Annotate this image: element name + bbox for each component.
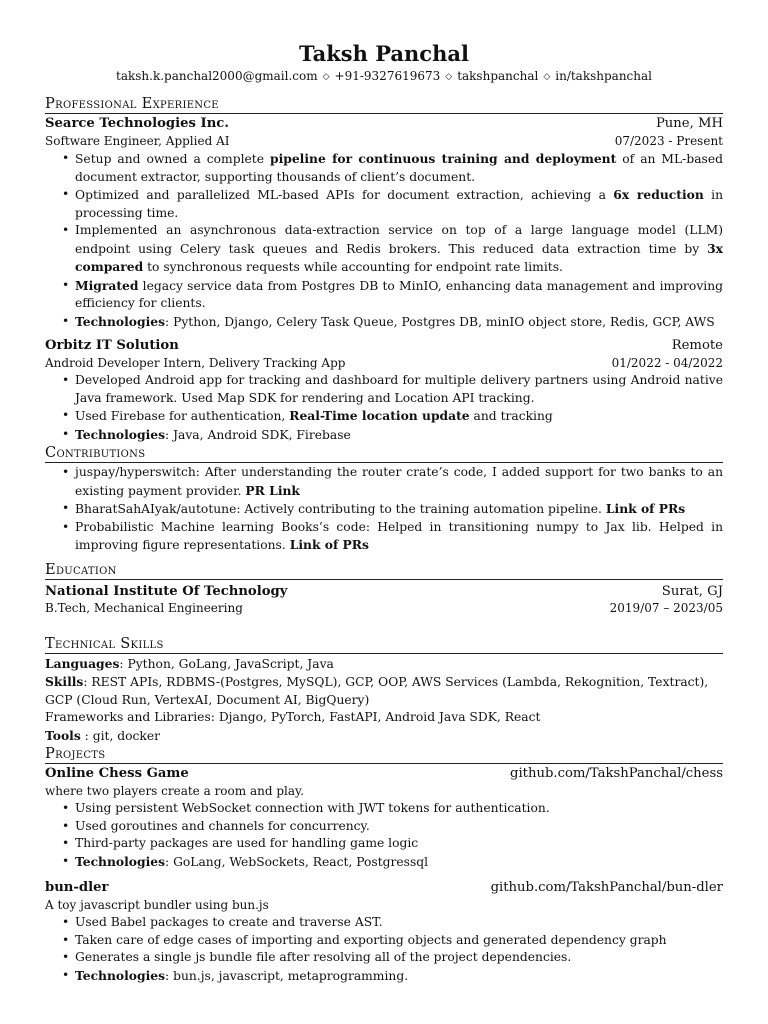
bullet-item [75, 464, 723, 500]
text-segment: Generates a single js bundle file after resolving all of the project dependencies. [75, 950, 572, 964]
text-segment: : Python, Django, Celery Task Queue, Postgres DB, minIO object store, Redis, GCP, AWS [165, 314, 715, 329]
github-link[interactable]: takshpanchal [457, 69, 539, 83]
bullet-list [45, 150, 723, 331]
bold-text: Languages [45, 655, 120, 671]
text-segment: BharatSahAIyak/autotune: Actively contributing to the training automation pipeline. [75, 502, 606, 516]
section-title-projects: Projects [45, 745, 723, 764]
bold-text: Tools [45, 727, 81, 743]
school-location: Surat, GJ [661, 583, 723, 599]
bullet-item [75, 818, 723, 836]
text-segment: legacy service data from Postgres DB to MinIO, enhancing data management and improving efficiency for clients. [75, 278, 723, 310]
skill-line [45, 727, 723, 746]
experience-entry [45, 337, 723, 444]
bullet-item [75, 914, 723, 932]
text-segment: : bun.js, javascript, metaprogramming. [165, 968, 409, 983]
project-name: bun-dler [45, 880, 109, 895]
project-entry [45, 765, 723, 871]
bullet-item [75, 500, 723, 519]
skill-line [45, 673, 723, 709]
projects-section [45, 745, 723, 985]
text-segment: : GoLang, WebSockets, React, Postgressql [165, 854, 429, 869]
diamond-separator-icon: ◇ [322, 72, 330, 82]
phone-link[interactable]: +91-9327619673 [334, 69, 441, 83]
bullet-item [75, 800, 723, 818]
skill-line [45, 709, 723, 727]
bullet-item [75, 277, 723, 313]
skills-lines [45, 655, 723, 746]
bullet-item [75, 835, 723, 853]
education-section [45, 561, 723, 618]
skill-line [45, 655, 723, 674]
linkedin-link[interactable]: in/takshpanchal [555, 69, 652, 83]
project-link[interactable]: github.com/TakshPanchal/bun-dler [490, 880, 723, 895]
project-name: Online Chess Game [45, 766, 189, 781]
bold-text: Migrated [75, 277, 139, 293]
section-title-skills: Technical Skills [45, 635, 723, 654]
org-name: Orbitz IT Solution [45, 338, 179, 353]
text-segment: : Java, Android SDK, Firebase [165, 427, 351, 442]
education-dates: 2019/07 – 2023/05 [609, 601, 723, 615]
bullet-item [75, 186, 723, 222]
resume-page [45, 40, 723, 985]
bold-text: Link of PRs [289, 537, 369, 552]
bold-text: Skills [45, 674, 84, 689]
bullet-item [75, 426, 723, 445]
role-dates: 07/2023 - Present [614, 133, 723, 148]
project-description: A toy javascript bundler using bun.js [45, 897, 269, 912]
bold-text: Link of PRs [605, 501, 686, 516]
text-segment: : git, docker [80, 728, 161, 743]
text-segment: and tracking [469, 409, 553, 423]
bullet-list [45, 464, 723, 555]
bullet-item [75, 407, 723, 426]
text-segment: of an ML-based document extractor, supporting thousands of client’s document. [75, 152, 723, 184]
bold-text: Technologies [75, 853, 166, 869]
diamond-separator-icon: ◇ [445, 72, 453, 82]
text-segment: Setup and owned a complete [75, 152, 270, 166]
bullet-list [45, 372, 723, 444]
text-segment: Using persistent WebSocket connection with JWT tokens for authentication. [75, 801, 550, 815]
degree: B.Tech, Mechanical Engineering [45, 601, 243, 615]
bullet-item [75, 372, 723, 407]
bullet-item [75, 967, 723, 986]
bold-text: PR Link [245, 482, 300, 498]
org-location: Pune, MH [655, 116, 723, 131]
bullet-item [75, 853, 723, 872]
text-segment: juspay/hyperswitch: After understanding the router crate’s code, I added support for two banks to an existing payment provider. [75, 465, 723, 498]
text-segment: Used Firebase for authentication, [75, 409, 290, 423]
section-title-education: Education [45, 561, 723, 580]
text-segment: Optimized and parallelized ML-based APIs for document extraction, achieving a [75, 188, 614, 202]
bullet-item [75, 519, 723, 555]
org-name: Searce Technologies Inc. [45, 116, 229, 131]
bold-text: Real-Time location update [289, 408, 470, 423]
text-segment: Taken care of edge cases of importing and exporting objects and generated dependency graph [75, 932, 667, 947]
project-entry [45, 879, 723, 985]
bullet-item [75, 949, 723, 967]
bold-text: Technologies [75, 967, 166, 983]
skills-section [45, 635, 723, 746]
text-segment: Developed Android app for tracking and dashboard for multiple delivery partners using Android native Java framework. Used Map SDK for rendering and Location API tracking. [75, 373, 723, 405]
role-dates: 01/2022 - 04/2022 [611, 355, 723, 370]
bullet-item [75, 222, 723, 277]
bold-text: pipeline for continuous training and deployment [269, 151, 617, 166]
experience-entry [45, 115, 723, 331]
education-entry [45, 583, 723, 618]
bullet-list [45, 800, 723, 871]
bold-text: Technologies [75, 426, 166, 442]
section-title-contributions: Contributions [45, 444, 723, 463]
text-segment: Implemented an asynchronous data-extraction service on top of a large language model (LLM) endpoint using Celery task queues and Redis brokers. This reduced data extraction time by [75, 223, 723, 256]
experience-section [45, 95, 723, 444]
text-segment: Frameworks and Libraries: Django, PyTorch, FastAPI, Android Java SDK, React [45, 710, 541, 724]
text-segment: in processing time. [75, 188, 723, 220]
text-segment: Third-party packages are used for handling game logic [75, 836, 419, 850]
bullet-item [75, 150, 723, 186]
org-location: Remote [671, 338, 723, 353]
role-title: Android Developer Intern, Delivery Tracking App [45, 355, 346, 370]
bold-text: 6x reduction [613, 187, 704, 202]
section-title-experience: Professional Experience [45, 95, 723, 114]
text-segment: Probabilistic Machine learning Books’s code: Helped in transitioning numpy to Jax lib. Helped in improving figure representations. [75, 519, 723, 552]
school-name: National Institute Of Technology [45, 583, 288, 599]
role-title: Software Engineer, Applied AI [45, 133, 230, 148]
text-segment: Used Babel packages to create and traverse AST. [75, 915, 383, 929]
text-segment: : Python, GoLang, JavaScript, Java [119, 656, 334, 671]
bullet-item [75, 932, 723, 950]
diamond-separator-icon: ◇ [543, 72, 551, 82]
bold-text: 3x compared [75, 240, 723, 274]
contributions-section [45, 444, 723, 555]
text-segment: : REST APIs, RDBMS-(Postgres, MySQL), GCP, OOP, AWS Services (Lambda, Rekognition, Textract), GCP (Cloud Run, VertexAI, Document AI, BigQuery) [45, 675, 709, 707]
bullet-list [45, 914, 723, 985]
text-segment: Used goroutines and channels for concurrency. [75, 818, 370, 833]
contact-line [45, 68, 723, 85]
project-link[interactable]: github.com/TakshPanchal/chess [510, 766, 723, 781]
bold-text: Technologies [75, 313, 166, 329]
project-description: where two players create a room and play. [45, 783, 305, 798]
text-segment: to synchronous requests while accounting for endpoint rate limits. [143, 260, 563, 274]
bullet-item [75, 313, 723, 332]
email-link[interactable]: taksh.k.panchal2000@gmail.com [116, 69, 318, 83]
candidate-name: Taksh Panchal [299, 41, 469, 66]
